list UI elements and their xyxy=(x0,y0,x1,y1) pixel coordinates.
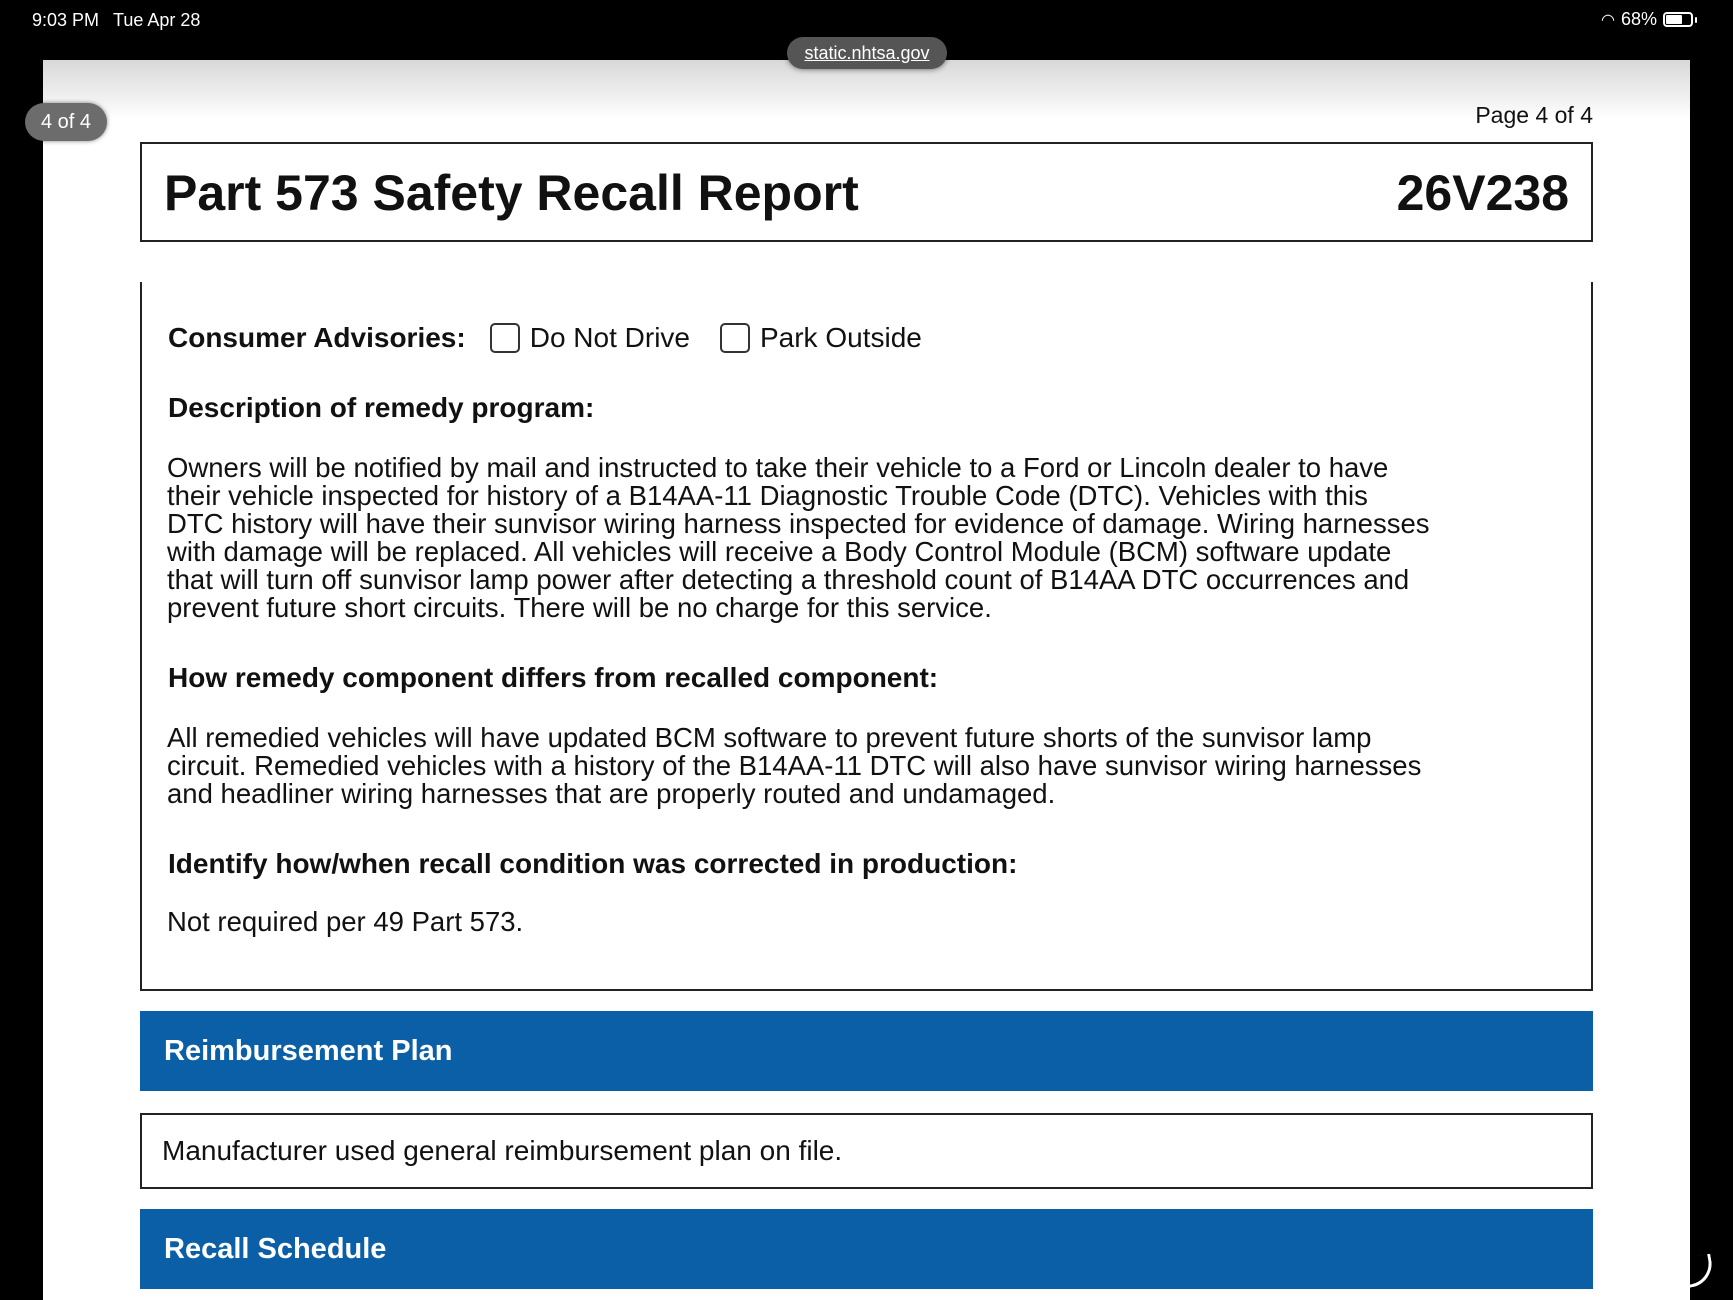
markup-handle-icon[interactable] xyxy=(1681,1254,1716,1289)
remedy-content-box xyxy=(140,282,1593,991)
advisory-park-outside xyxy=(720,322,922,354)
report-header xyxy=(140,142,1593,242)
differs-heading: How remedy component differs from recalled component: xyxy=(168,662,939,693)
remedy-line: prevent future short circuits. There will be no charge for this service. xyxy=(167,592,992,623)
reimbursement-plan-text: Manufacturer used general reimbursement plan on file. xyxy=(140,1113,1593,1189)
remedy-text xyxy=(167,454,1577,622)
remedy-line: DTC history will have their sunvisor wiring harness inspected for evidence of damage. Wiring harnesses xyxy=(167,508,1430,539)
differs-line: and headliner wiring harnesses that are properly routed and undamaged. xyxy=(167,778,1056,809)
advisory-do-not-drive xyxy=(490,322,690,354)
report-title: Part 573 Safety Recall Report xyxy=(164,165,859,221)
production-heading: Identify how/when recall condition was corrected in production: xyxy=(168,848,1018,879)
status-date: Tue Apr 28 xyxy=(113,10,201,30)
status-right xyxy=(1601,9,1697,30)
remedy-line: with damage will be replaced. All vehicles will receive a Body Control Module (BCM) software update xyxy=(167,536,1392,567)
remedy-heading: Description of remedy program: xyxy=(168,392,595,423)
status-bar xyxy=(0,0,1733,40)
wifi-icon: ◠ xyxy=(1601,11,1615,29)
advisory-label: Do Not Drive xyxy=(529,322,690,353)
page-top-fade xyxy=(43,60,1690,120)
remedy-line: Owners will be notified by mail and instructed to take their vehicle to a Ford or Lincoln dealer to have xyxy=(167,452,1389,483)
battery-icon xyxy=(1663,12,1693,27)
checkbox-icon xyxy=(720,323,750,353)
battery-tip-icon xyxy=(1695,17,1697,23)
differs-line: All remedied vehicles will have updated BCM software to prevent future shorts of the sunvisor lamp xyxy=(167,722,1372,753)
differs-text xyxy=(167,724,1577,808)
page-indicator-pill[interactable]: 4 of 4 xyxy=(25,103,107,141)
status-time: 9:03 PM xyxy=(32,10,100,30)
differs-line: circuit. Remedied vehicles with a history of the B14AA-11 DTC will also have sunvisor wiring harnesses xyxy=(167,750,1422,781)
recall-schedule-header: Recall Schedule xyxy=(140,1209,1593,1289)
consumer-advisories xyxy=(168,322,952,354)
battery-percent: 68% xyxy=(1620,9,1657,29)
checkbox-icon xyxy=(490,323,520,353)
remedy-line: that will turn off sunvisor lamp power after detecting a threshold count of B14AA DTC occurrences and xyxy=(167,564,1410,595)
advisories-label: Consumer Advisories: xyxy=(168,322,466,353)
recall-id: 26V238 xyxy=(1396,165,1569,221)
remedy-line: their vehicle inspected for history of a B14AA-11 Diagnostic Trouble Code (DTC). Vehicles with this xyxy=(167,480,1368,511)
reimbursement-plan-header: Reimbursement Plan xyxy=(140,1011,1593,1091)
production-text: Not required per 49 Part 573. xyxy=(167,906,524,937)
advisory-label: Park Outside xyxy=(759,322,922,353)
page-number-label: Page 4 of 4 xyxy=(1475,102,1593,128)
url-pill[interactable]: static.nhtsa.gov xyxy=(787,37,947,69)
